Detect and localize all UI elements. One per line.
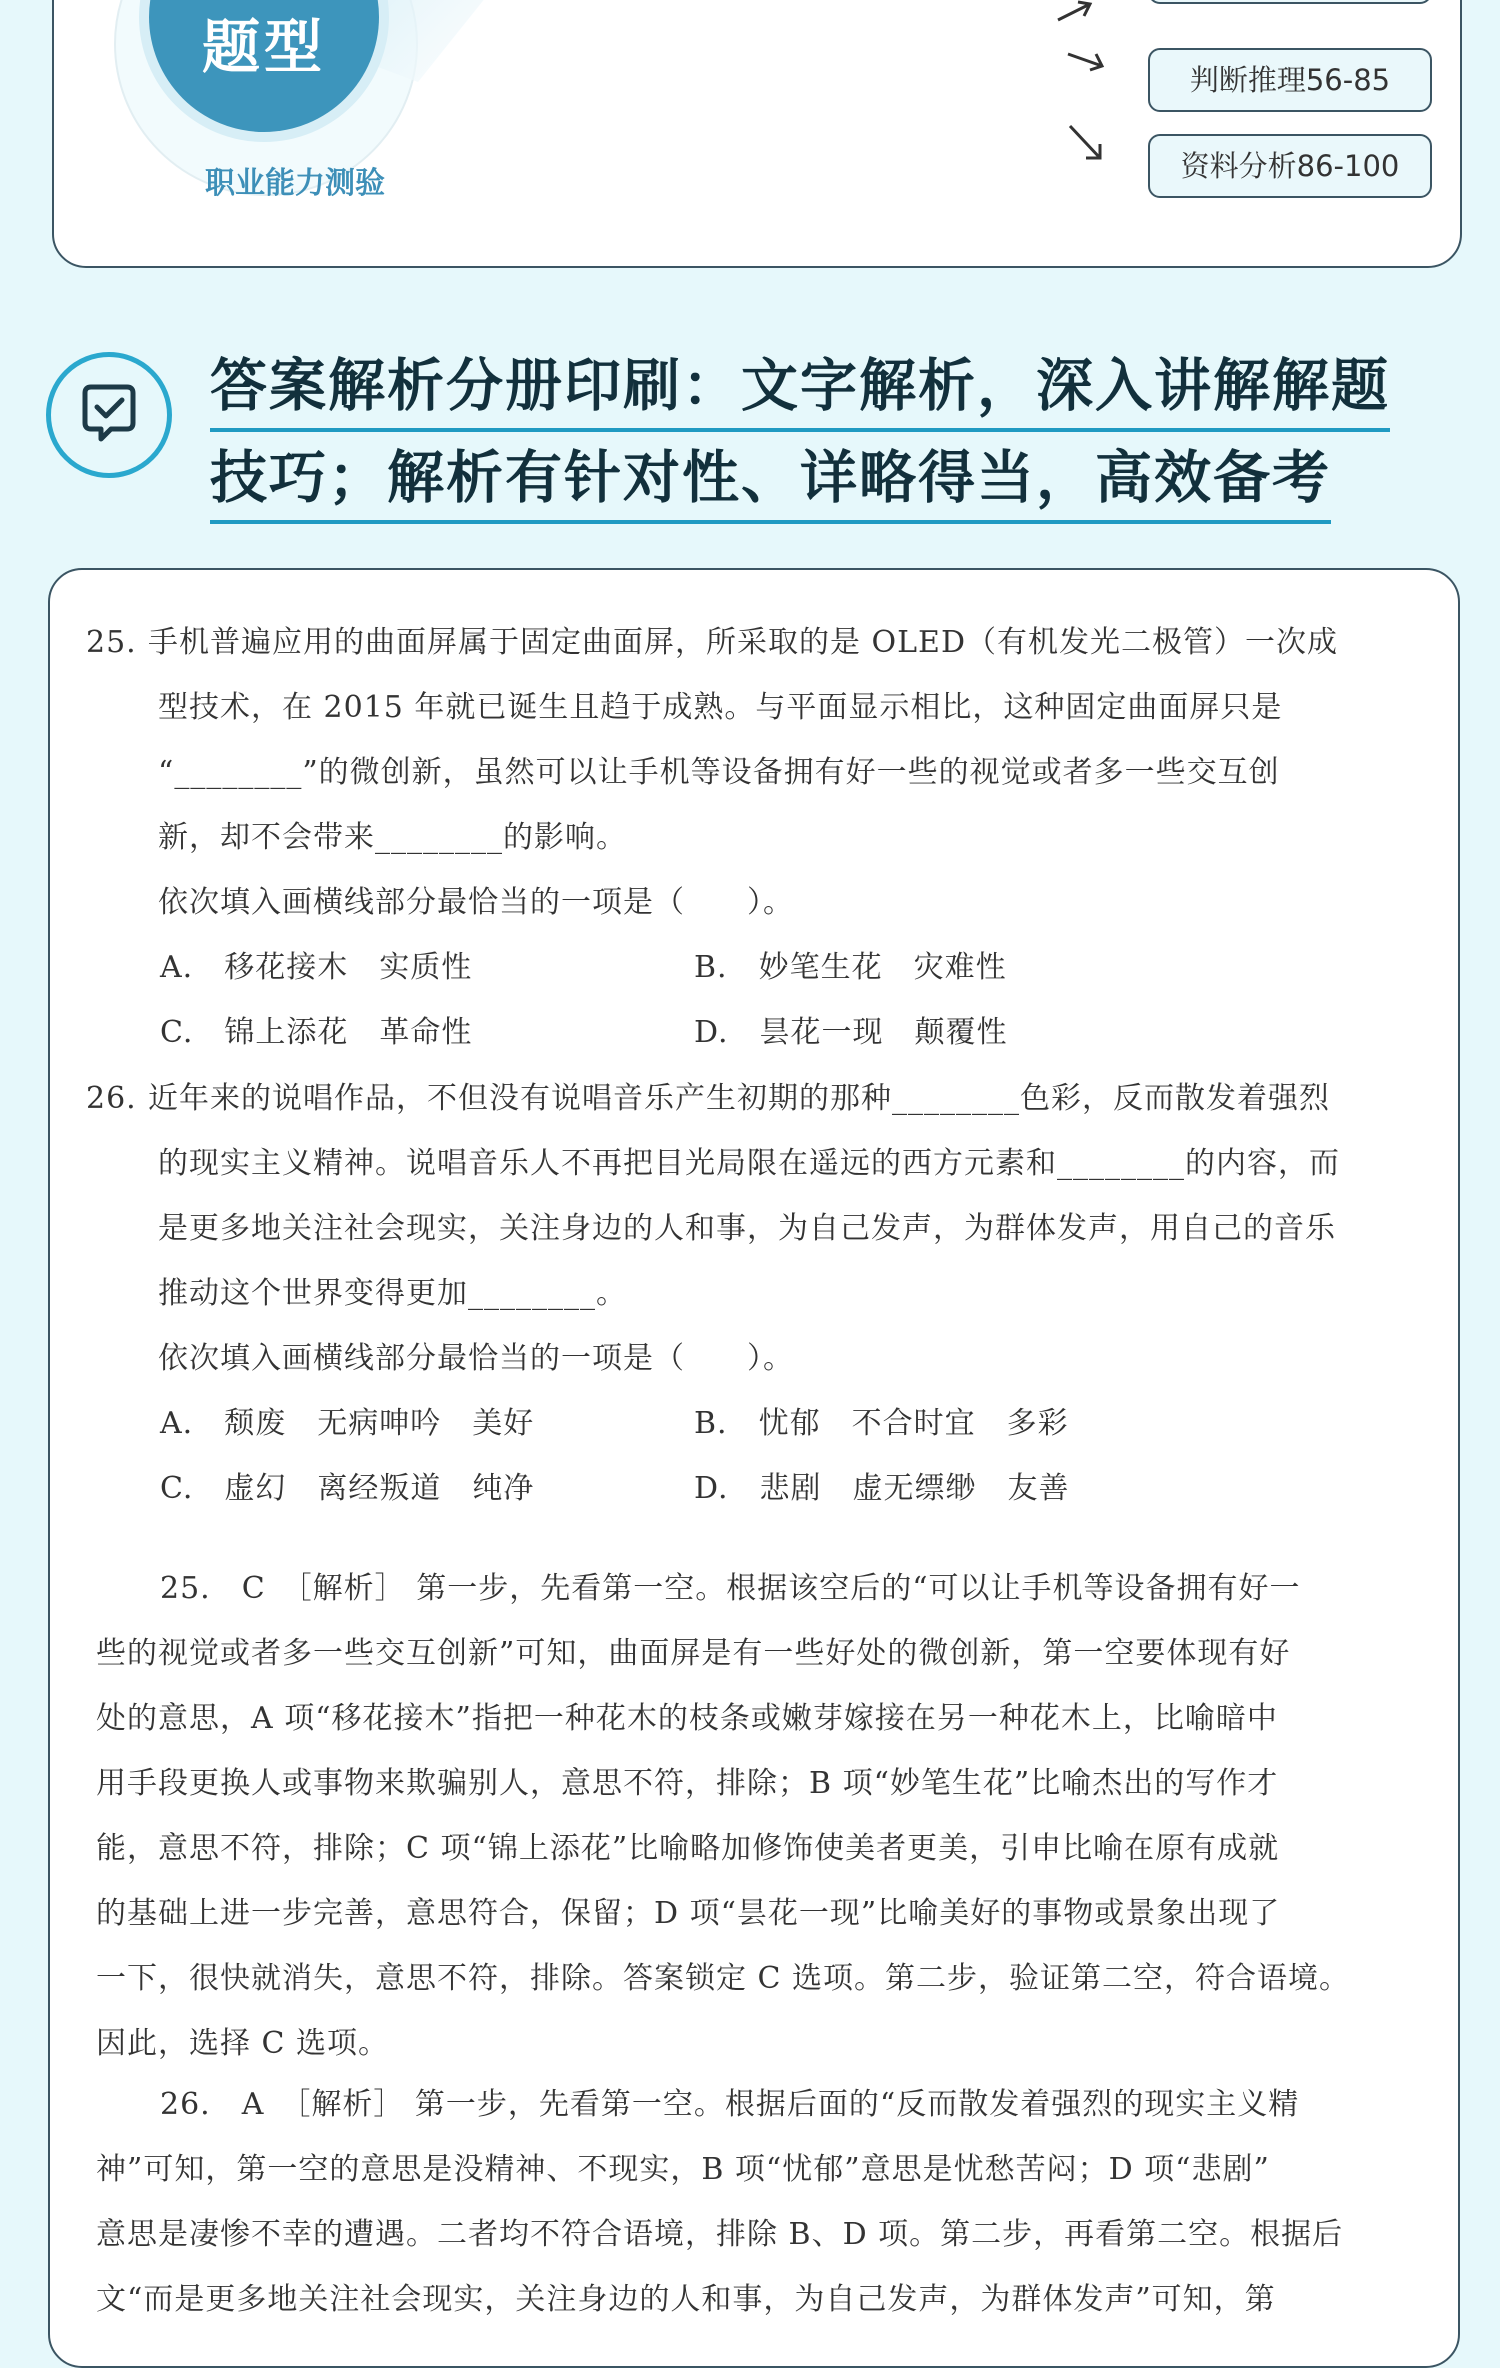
- option-b: B. 忧郁 不合时宜 多彩: [694, 1406, 1069, 1441]
- question-prompt: 依次填入画横线部分最恰当的一项是（ ）。: [158, 885, 794, 920]
- options-row: [86, 1391, 1426, 1456]
- question-line: 型技术，在 2015 年就已诞生且趋于成熟。与平面显示相比，这种固定曲面屏只是: [158, 690, 1283, 725]
- heading-text: 技巧；解析有针对性、详略得当，高效备考: [210, 445, 1331, 511]
- answer-26: [96, 2072, 1416, 2332]
- answer-line: 一下，很快就消失，意思不符，排除。答案锁定 C 选项。第二步，验证第二空，符合语境。: [96, 1961, 1351, 1996]
- question-line: 的现实主义精神。说唱音乐人不再把目光局限在遥远的西方元素和________的内容，而: [158, 1146, 1340, 1181]
- heading-underline: [210, 520, 1331, 524]
- answer-line: 些的视觉或者多一些交互创新”可知，曲面屏是有一些好处的微创新，第一空要体现有好: [96, 1636, 1291, 1671]
- answer-line: 26. A ［解析］ 第一步，先看第一空。根据后面的“反而散发着强烈的现实主义精: [160, 2087, 1300, 2122]
- category-data-analysis: 资料分析86-100: [1148, 134, 1432, 198]
- chat-check-icon: [51, 357, 167, 473]
- question-26: [86, 1066, 1426, 1521]
- question-number: 26.: [86, 1081, 137, 1116]
- answer-line: 意思是凄惨不幸的遭遇。二者均不符合语境，排除 B、D 项。第二步，再看第二空。根据后: [96, 2217, 1344, 2252]
- category-arithmetic: [1148, 0, 1432, 4]
- question-line: 是更多地关注社会现实，关注身边的人和事，为自己发声，为群体发声，用自己的音乐: [158, 1211, 1336, 1246]
- option-d: D. 悲剧 虚无缥缈 友善: [694, 1471, 1070, 1506]
- option-b: B. 妙笔生花 灾难性: [694, 950, 1007, 985]
- question-line: 近年来的说唱作品，不但没有说唱音乐产生初期的那种________色彩，反而散发着强烈: [148, 1081, 1330, 1116]
- answer-line: 的基础上进一步完善，意思符合，保留；D 项“昙花一现”比喻美好的事物或景象出现了: [96, 1896, 1281, 1931]
- question-line: 推动这个世界变得更加________。: [158, 1276, 627, 1311]
- answer-line: 用手段更换人或事物来欺骗别人，意思不符，排除；B 项“妙笔生花”比喻杰出的写作才: [96, 1766, 1279, 1801]
- chat-check-badge: [46, 352, 172, 478]
- category-reasoning: 判断推理56-85: [1148, 48, 1432, 112]
- option-a: A. 移花接木 实质性: [160, 950, 473, 985]
- answer-line: 能，意思不符，排除；C 项“锦上添花”比喻略加修饰使美者更美，引申比喻在原有成就: [96, 1831, 1280, 1866]
- options-row: [86, 935, 1426, 1000]
- question-prompt: 依次填入画横线部分最恰当的一项是（ ）。: [158, 1341, 794, 1376]
- answer-line: 因此，选择 C 选项。: [96, 2026, 390, 2061]
- option-a: A. 颓废 无病呻吟 美好: [160, 1406, 535, 1441]
- answer-line: 处的意思，A 项“移花接木”指把一种花木的枝条或嫩芽嫁接在另一种花木上，比喻暗中: [96, 1701, 1278, 1736]
- option-c: C. 锦上添花 革命性: [160, 1015, 473, 1050]
- circle-title: 题型: [201, 13, 326, 81]
- arrow-down-right-icon: [1064, 122, 1108, 166]
- question-number: 25.: [86, 625, 137, 660]
- heading-text: 答案解析分册印刷：文字解析，深入讲解解题: [210, 353, 1390, 419]
- question-25: [86, 610, 1426, 1065]
- answer-25: [96, 1556, 1416, 2076]
- subject-label: 职业能力测验: [205, 166, 385, 201]
- section-heading-line-2: [210, 432, 1331, 514]
- options-row: [86, 1456, 1426, 1521]
- answer-line: 25. C ［解析］ 第一步，先看第一空。根据该空后的“可以让手机等设备拥有好一: [160, 1571, 1301, 1606]
- arrow-right-icon: [1064, 40, 1108, 84]
- question-line: 手机普遍应用的曲面屏属于固定曲面屏，所采取的是 OLED（有机发光二极管）一次成: [148, 625, 1339, 660]
- answer-line: 神”可知，第一空的意思是没精神、不现实，B 项“忧郁”意思是忧愁苦闷；D 项“悲剧”: [96, 2152, 1270, 2187]
- question-line: 新，却不会带来________的影响。: [158, 820, 627, 855]
- answer-line: 文“而是更多地关注社会现实，关注身边的人和事，为自己发声，为群体发声”可知，第: [96, 2282, 1276, 2317]
- question-line: “________”的微创新，虽然可以让手机等设备拥有好一些的视觉或者多一些交互创: [158, 755, 1280, 790]
- options-row: [86, 1000, 1426, 1065]
- section-heading-line-1: [210, 340, 1390, 422]
- option-d: D. 昙花一现 颠覆性: [694, 1015, 1008, 1050]
- arrow-right-icon: [1054, 0, 1098, 36]
- exam-structure-card: [52, 0, 1462, 268]
- option-c: C. 虚幻 离经叛道 纯净: [160, 1471, 535, 1506]
